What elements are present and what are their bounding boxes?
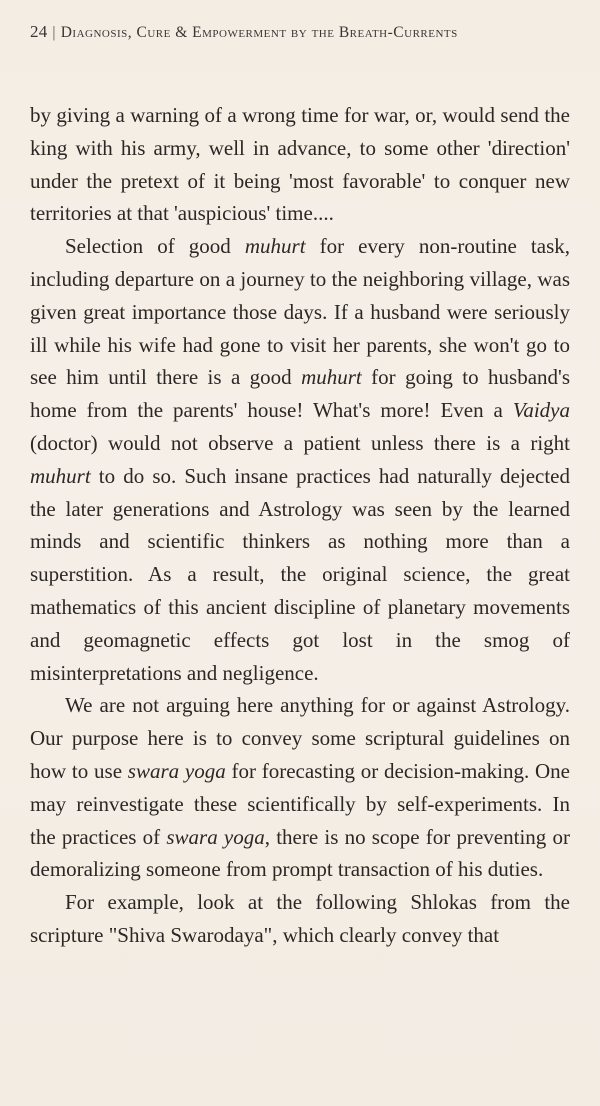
text-segment: , there is no scope for preventing or demoralizing someone from prompt transaction of his duties. (30, 824, 570, 882)
italic-term: muhurt (30, 463, 91, 488)
text-segment: For example, look at the following Shlokas from the scripture "Shiva Swarodaya", which clearly convey that (30, 890, 570, 947)
italic-term: swara yoga (166, 824, 265, 849)
paragraph (30, 886, 570, 952)
text-segment: We are not arguing here anything for or against Astrology. Our purpose here is to convey some scriptural guidelines on how to use (30, 693, 570, 783)
text-segment: for going to husband's home from the parents' house! What's more! Even a (30, 365, 570, 423)
body-text (30, 99, 570, 952)
header-separator: | (52, 24, 56, 41)
italic-term: muhurt (301, 365, 362, 390)
text-segment: (doctor) would not observe a patient unless there is a right (30, 430, 570, 455)
text-segment: to do so. Such insane practices had naturally dejected the later generations and Astrology was seen by the learned minds and scientific thinkers as nothing more than a superstition. As a result, the original science, the great mathematics of this ancient discipline of planetary movements and geomagnetic effects got lost in the smog of misinterpretations and negligence. (30, 463, 570, 685)
running-title: Diagnosis, Cure & Empowerment by the Breath-Currents (60, 24, 458, 41)
text-segment: Selection of good (65, 234, 245, 259)
text-segment: for every non-routine task, including departure on a journey to the neighboring village, was given great importance those days. If a husband were seriously ill while his wife had gone to visit her parents, she won't go to see him until there is a good (30, 234, 570, 390)
page-number: 24 (30, 22, 48, 41)
text-segment: by giving a warning of a wrong time for war, or, would send the king with his army, well in advance, to some other 'direction' under the pretext of it being 'most favorable' to conquer new territories at that 'auspicious' time.... (30, 103, 570, 226)
paragraph (30, 689, 570, 886)
italic-term: muhurt (244, 234, 306, 259)
paragraph (30, 230, 570, 689)
paragraph (30, 99, 570, 230)
italic-term: Vaidya (512, 398, 570, 423)
running-header (30, 22, 458, 42)
text-segment: for forecasting or decision-making. One may reinvestigate these scientifically by self-experiments. In the practices of (30, 758, 570, 849)
italic-term: swara yoga (127, 758, 226, 783)
